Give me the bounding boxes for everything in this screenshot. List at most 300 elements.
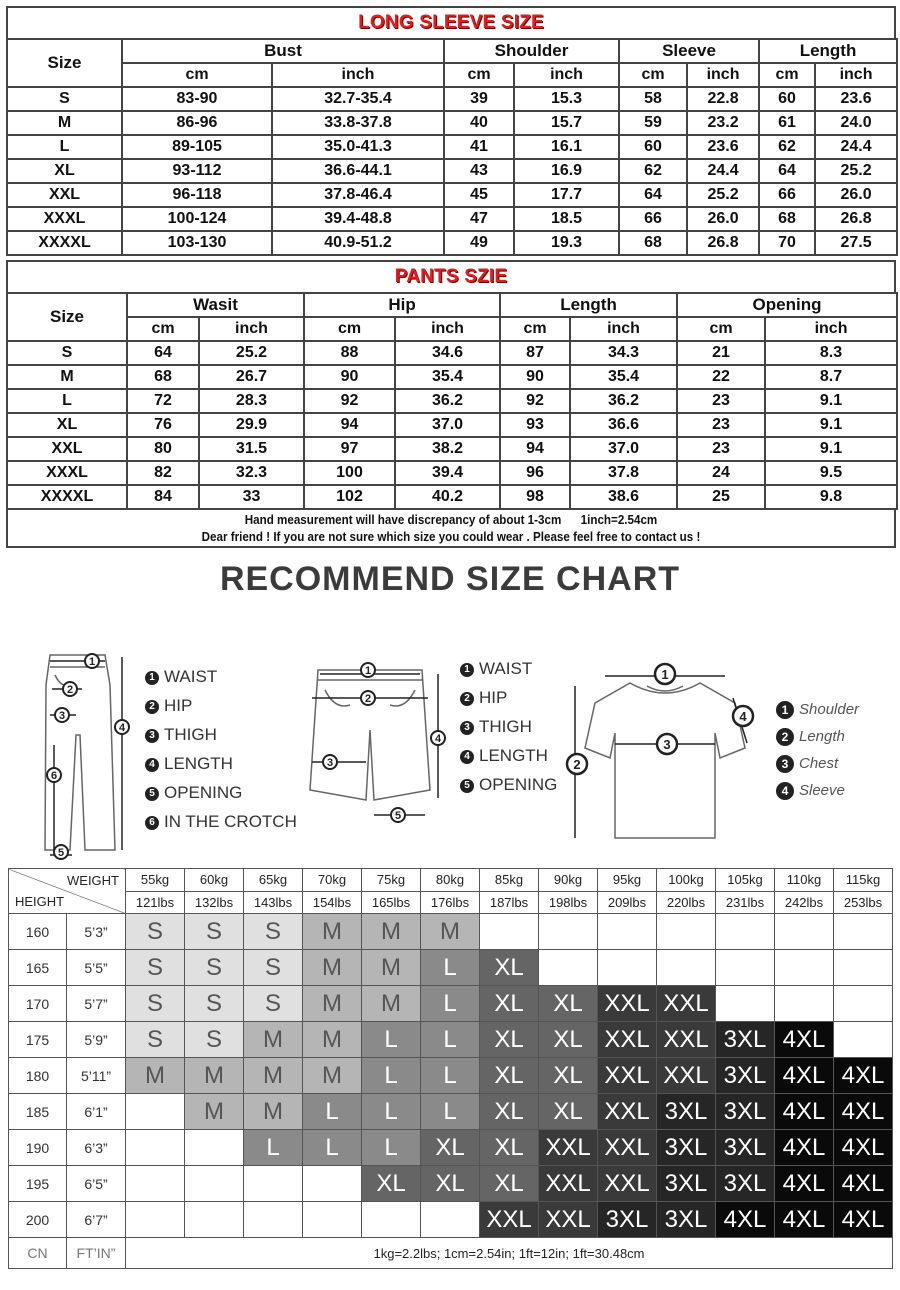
bust-header: Bust (122, 39, 444, 63)
size-recommendation-cell: 4XL (716, 1202, 775, 1238)
value-cell: 103-130 (122, 231, 272, 255)
pants-legend-item (145, 807, 297, 836)
size-recommendation-cell (716, 986, 775, 1022)
value-cell: 60 (619, 135, 687, 159)
marker-2-icon: 2 (460, 692, 474, 706)
weight-lbs-cell: 121lbs (126, 891, 185, 914)
height-cm-cell: 160 (9, 914, 67, 950)
value-cell: 39.4-48.8 (272, 207, 444, 231)
shirt-diagram (565, 658, 770, 848)
table-row (7, 389, 897, 413)
weight-kg-cell: 55kg (126, 869, 185, 892)
unit-header: cm (500, 317, 570, 341)
shorts-diagram (290, 650, 455, 840)
size-recommendation-cell (185, 1202, 244, 1238)
value-cell: 34.3 (570, 341, 677, 365)
marker-4-icon: 4 (776, 782, 794, 800)
length-header: Length (500, 293, 677, 317)
recommend-title: RECOMMEND SIZE CHART (219, 560, 681, 598)
unit-header: cm (444, 63, 514, 87)
marker-2-icon: 2 (776, 728, 794, 746)
value-cell: 33.8-37.8 (272, 111, 444, 135)
height-cm-cell: 190 (9, 1130, 67, 1166)
shorts-outline-icon (310, 670, 430, 800)
pants-legend (145, 662, 297, 836)
size-recommendation-cell: L (303, 1094, 362, 1130)
size-recommendation-cell (185, 1130, 244, 1166)
size-recommendation-cell: 4XL (834, 1202, 893, 1238)
pants-legend-item (145, 749, 297, 778)
table-row (7, 207, 897, 231)
weight-lbs-cell: 187lbs (480, 891, 539, 914)
shorts-legend-label: WAIST (479, 659, 533, 678)
size-recommendation-cell: XL (539, 986, 598, 1022)
height-label: HEIGHT (15, 894, 65, 909)
size-recommendation-cell: 4XL (834, 1166, 893, 1202)
marker-5-icon: 5 (460, 779, 474, 793)
tshirt-outline-icon (585, 683, 745, 838)
size-recommendation-cell: XXL (539, 1202, 598, 1238)
value-cell: 37.8 (570, 461, 677, 485)
unit-header: inch (815, 63, 897, 87)
size-recommendation-cell: L (421, 1022, 480, 1058)
value-cell: 61 (759, 111, 815, 135)
value-cell: 33 (199, 485, 304, 509)
height-ftin-cell: 5’5” (67, 950, 126, 986)
size-recommendation-cell (598, 950, 657, 986)
value-cell: 83-90 (122, 87, 272, 111)
size-recommendation-cell: 4XL (834, 1130, 893, 1166)
table-row (7, 485, 897, 509)
value-cell: 90 (304, 365, 395, 389)
size-recommendation-cell (126, 1166, 185, 1202)
height-row (9, 1166, 893, 1202)
value-cell: 80 (127, 437, 199, 461)
marker-3-icon: 3 (776, 755, 794, 773)
size-recommendation-cell: S (185, 914, 244, 950)
size-recommendation-cell: S (126, 914, 185, 950)
note-discrepancy: Hand measurement will have discrepancy of about 1-3cm 1inch=2.54cm (244, 513, 658, 527)
value-cell: 68 (619, 231, 687, 255)
size-recommendation-cell (775, 950, 834, 986)
weight-label: WEIGHT (67, 873, 119, 888)
value-cell: 25 (677, 485, 765, 509)
height-ftin-cell: 5’7” (67, 986, 126, 1022)
size-cell: XXL (7, 437, 127, 461)
weight-lbs-cell: 231lbs (716, 891, 775, 914)
size-recommendation-cell (362, 1202, 421, 1238)
height-ftin-cell: 6’1” (67, 1094, 126, 1130)
weight-lbs-cell: 176lbs (421, 891, 480, 914)
table-row (7, 183, 897, 207)
weight-kg-cell: 85kg (480, 869, 539, 892)
size-recommendation-cell: 3XL (716, 1094, 775, 1130)
shirt-legend-label: Shoulder (799, 701, 860, 718)
height-cm-cell: 185 (9, 1094, 67, 1130)
size-cell: XL (7, 159, 122, 183)
marker-3-label: 3 (58, 710, 66, 722)
long-sleeve-title: LONG SLEEVE SIZE (6, 6, 896, 38)
marker-2-label: 2 (66, 684, 74, 696)
shorts-legend-label: OPENING (479, 775, 558, 794)
value-cell: 62 (619, 159, 687, 183)
value-cell: 66 (759, 183, 815, 207)
value-cell: 18.5 (514, 207, 619, 231)
size-cell: XXXL (7, 207, 122, 231)
value-cell: 9.5 (765, 461, 897, 485)
value-cell: 23.6 (815, 87, 897, 111)
height-cm-cell: 175 (9, 1022, 67, 1058)
weight-lbs-row (9, 891, 893, 914)
size-recommendation-cell: XL (480, 1094, 539, 1130)
height-ftin-cell: 6’3” (67, 1130, 126, 1166)
value-cell: 68 (759, 207, 815, 231)
marker-2-icon: 2 (145, 700, 159, 714)
size-recommendation-cell: M (303, 914, 362, 950)
value-cell: 36.2 (395, 389, 500, 413)
value-cell: 41 (444, 135, 514, 159)
size-recommendation-cell: L (362, 1022, 421, 1058)
size-recommendation-cell (834, 986, 893, 1022)
value-cell: 60 (759, 87, 815, 111)
table-row (7, 135, 897, 159)
value-cell: 21 (677, 341, 765, 365)
marker-2-label: 2 (364, 693, 372, 705)
shirt-legend-item (776, 723, 859, 750)
size-recommendation-cell: 4XL (775, 1094, 834, 1130)
pants-legend-item (145, 662, 297, 691)
value-cell: 23.2 (687, 111, 759, 135)
size-recommendation-cell (539, 914, 598, 950)
table-row (7, 461, 897, 485)
pants-legend-label: LENGTH (164, 754, 233, 773)
value-cell: 59 (619, 111, 687, 135)
size-recommendation-cell: L (362, 1058, 421, 1094)
value-cell: 25.2 (815, 159, 897, 183)
size-recommendation-cell: M (303, 986, 362, 1022)
footer-cn: CN (9, 1238, 67, 1269)
size-recommendation-cell: 3XL (716, 1166, 775, 1202)
shirt-legend-item (776, 750, 859, 777)
weight-kg-cell: 95kg (598, 869, 657, 892)
size-recommendation-cell (834, 950, 893, 986)
footer-ftin: FT’IN” (67, 1238, 126, 1269)
size-recommendation-cell (539, 950, 598, 986)
height-row (9, 1202, 893, 1238)
shorts-legend-item (460, 712, 557, 741)
value-cell: 87 (500, 341, 570, 365)
weight-kg-cell: 65kg (244, 869, 303, 892)
size-recommendation-cell: 4XL (775, 1058, 834, 1094)
value-cell: 32.3 (199, 461, 304, 485)
value-cell: 23 (677, 413, 765, 437)
weight-lbs-cell: 253lbs (834, 891, 893, 914)
marker-1-label: 1 (661, 667, 669, 682)
long-sleeve-size-table (6, 6, 896, 256)
size-recommendation-cell: XXL (598, 986, 657, 1022)
value-cell: 58 (619, 87, 687, 111)
value-cell: 16.9 (514, 159, 619, 183)
marker-4-icon: 4 (460, 750, 474, 764)
value-cell: 29.9 (199, 413, 304, 437)
size-recommendation-cell: XL (480, 1022, 539, 1058)
value-cell: 8.7 (765, 365, 897, 389)
size-recommendation-cell: M (244, 1022, 303, 1058)
size-recommendation-cell: S (126, 986, 185, 1022)
value-cell: 16.1 (514, 135, 619, 159)
marker-2-label: 2 (573, 757, 581, 772)
value-cell: 37.0 (395, 413, 500, 437)
pants-size-table (6, 260, 896, 548)
shorts-legend-item (460, 741, 557, 770)
unit-header: inch (570, 317, 677, 341)
weight-lbs-cell: 143lbs (244, 891, 303, 914)
shoulder-header: Shoulder (444, 39, 619, 63)
unit-header: cm (677, 317, 765, 341)
value-cell: 25.2 (199, 341, 304, 365)
size-recommendation-cell: XL (539, 1022, 598, 1058)
value-cell: 72 (127, 389, 199, 413)
height-ftin-cell: 6’5” (67, 1166, 126, 1202)
value-cell: 100-124 (122, 207, 272, 231)
size-recommendation-cell: 4XL (775, 1202, 834, 1238)
size-recommendation-cell (303, 1166, 362, 1202)
height-cm-cell: 195 (9, 1166, 67, 1202)
marker-5-icon: 5 (145, 787, 159, 801)
waist-header: Wasit (127, 293, 304, 317)
height-row (9, 1094, 893, 1130)
size-recommendation-cell: 3XL (716, 1022, 775, 1058)
pants-legend-item (145, 691, 297, 720)
unit-header: cm (304, 317, 395, 341)
size-cell: L (7, 389, 127, 413)
size-recommendation-cell (657, 950, 716, 986)
length-header: Length (759, 39, 897, 63)
size-recommendation-cell: M (303, 950, 362, 986)
size-recommendation-cell: L (244, 1130, 303, 1166)
size-recommendation-cell (244, 1202, 303, 1238)
value-cell: 15.3 (514, 87, 619, 111)
size-cell: M (7, 365, 127, 389)
value-cell: 94 (500, 437, 570, 461)
unit-header: inch (765, 317, 897, 341)
size-recommendation-cell: XXL (598, 1166, 657, 1202)
table-row (7, 231, 897, 255)
pants-legend-label: IN THE CROTCH (164, 812, 297, 831)
value-cell: 88 (304, 341, 395, 365)
pants-grid (6, 292, 898, 510)
value-cell: 39 (444, 87, 514, 111)
shirt-legend-label: Sleeve (799, 782, 845, 799)
size-recommendation-cell: 3XL (657, 1202, 716, 1238)
weight-lbs-cell: 242lbs (775, 891, 834, 914)
size-recommendation-cell (421, 1202, 480, 1238)
size-recommendation-cell: XL (480, 1166, 539, 1202)
value-cell: 40 (444, 111, 514, 135)
marker-1-icon: 1 (460, 663, 474, 677)
size-recommendation-cell: S (244, 914, 303, 950)
value-cell: 35.0-41.3 (272, 135, 444, 159)
size-recommendation-cell (244, 1166, 303, 1202)
value-cell: 27.5 (815, 231, 897, 255)
hip-header: Hip (304, 293, 500, 317)
weight-height-corner (9, 869, 126, 914)
height-row (9, 1022, 893, 1058)
value-cell: 35.4 (395, 365, 500, 389)
size-recommendation-cell: M (244, 1094, 303, 1130)
size-recommendation-cell: XXL (657, 986, 716, 1022)
size-recommendation-cell: M (362, 986, 421, 1022)
value-cell: 24.4 (815, 135, 897, 159)
size-recommendation-cell: 3XL (598, 1202, 657, 1238)
size-recommendation-cell: L (362, 1094, 421, 1130)
unit-header: cm (127, 317, 199, 341)
pants-legend-item (145, 720, 297, 749)
size-recommendation-cell: L (421, 1094, 480, 1130)
size-recommendation-cell: M (303, 1022, 362, 1058)
size-recommendation-cell: XXL (598, 1130, 657, 1166)
shorts-legend (460, 654, 557, 799)
height-row (9, 914, 893, 950)
unit-header: inch (272, 63, 444, 87)
value-cell: 26.0 (815, 183, 897, 207)
size-recommendation-cell: XL (480, 1058, 539, 1094)
marker-1-icon: 1 (776, 701, 794, 719)
size-recommendation-cell: S (244, 986, 303, 1022)
weight-lbs-cell: 209lbs (598, 891, 657, 914)
weight-kg-cell: 70kg (303, 869, 362, 892)
size-recommendation-cell (126, 1202, 185, 1238)
pants-title: PANTS SZIE (6, 260, 896, 292)
weight-kg-cell: 60kg (185, 869, 244, 892)
value-cell: 64 (759, 159, 815, 183)
conversion-note: 1kg=2.2lbs; 1cm=2.54in; 1ft=12in; 1ft=30.48cm (126, 1238, 893, 1269)
value-cell: 23 (677, 437, 765, 461)
value-cell: 26.8 (687, 231, 759, 255)
value-cell: 37.0 (570, 437, 677, 461)
marker-3-icon: 3 (145, 729, 159, 743)
table-row (7, 413, 897, 437)
size-recommendation-cell: XL (480, 986, 539, 1022)
value-cell: 8.3 (765, 341, 897, 365)
marker-4-label: 4 (118, 722, 126, 734)
value-cell: 94 (304, 413, 395, 437)
height-row (9, 950, 893, 986)
size-recommendation-cell (126, 1094, 185, 1130)
size-cell: XXL (7, 183, 122, 207)
value-cell: 96-118 (122, 183, 272, 207)
marker-5-label: 5 (394, 810, 402, 822)
table-row (7, 159, 897, 183)
unit-header: inch (514, 63, 619, 87)
value-cell: 15.7 (514, 111, 619, 135)
value-cell: 24 (677, 461, 765, 485)
height-cm-cell: 180 (9, 1058, 67, 1094)
value-cell: 22.8 (687, 87, 759, 111)
size-recommendation-cell (598, 914, 657, 950)
size-cell: L (7, 135, 122, 159)
marker-1-icon: 1 (145, 671, 159, 685)
value-cell: 40.2 (395, 485, 500, 509)
opening-header: Opening (677, 293, 897, 317)
value-cell: 102 (304, 485, 395, 509)
size-recommendation-cell: L (421, 1058, 480, 1094)
size-recommendation-cell: M (244, 1058, 303, 1094)
marker-1-label: 1 (364, 665, 372, 677)
height-row (9, 1130, 893, 1166)
size-recommendation-cell (126, 1130, 185, 1166)
size-recommendation-cell (716, 914, 775, 950)
size-recommendation-cell (775, 914, 834, 950)
value-cell: 49 (444, 231, 514, 255)
value-cell: 36.6-44.1 (272, 159, 444, 183)
size-recommendation-cell: M (126, 1058, 185, 1094)
value-cell: 96 (500, 461, 570, 485)
table-row (7, 111, 897, 135)
size-recommendation-cell: XL (539, 1094, 598, 1130)
note-contact: Dear friend ! If you are not sure which size you could wear . Please feel free to contact us ! (201, 530, 701, 544)
size-recommendation-cell: XL (539, 1058, 598, 1094)
value-cell: 24.0 (815, 111, 897, 135)
value-cell: 92 (304, 389, 395, 413)
value-cell: 32.7-35.4 (272, 87, 444, 111)
size-recommendation-cell: M (362, 914, 421, 950)
pants-legend-label: THIGH (164, 725, 217, 744)
value-cell: 9.1 (765, 389, 897, 413)
weight-kg-cell: 80kg (421, 869, 480, 892)
size-cell: S (7, 87, 122, 111)
height-ftin-cell: 5’11” (67, 1058, 126, 1094)
size-recommendation-cell: S (185, 950, 244, 986)
size-cell: S (7, 341, 127, 365)
weight-kg-row (9, 869, 893, 892)
value-cell: 28.3 (199, 389, 304, 413)
size-cell: XXXXL (7, 231, 122, 255)
size-header: Size (7, 39, 122, 87)
size-recommendation-cell: XL (421, 1130, 480, 1166)
shorts-legend-item (460, 683, 557, 712)
size-recommendation-cell: XXL (480, 1202, 539, 1238)
size-cell: XXXXL (7, 485, 127, 509)
size-recommendation-cell: XXL (598, 1022, 657, 1058)
value-cell: 68 (127, 365, 199, 389)
size-recommendation-cell (480, 914, 539, 950)
size-recommendation-cell: 3XL (716, 1130, 775, 1166)
weight-kg-cell: 115kg (834, 869, 893, 892)
size-recommendation-cell: L (303, 1130, 362, 1166)
size-recommendation-cell: XXL (539, 1130, 598, 1166)
size-recommendation-cell: S (244, 950, 303, 986)
size-recommendation-cell: XL (421, 1166, 480, 1202)
weight-lbs-cell: 132lbs (185, 891, 244, 914)
unit-header: cm (759, 63, 815, 87)
size-recommendation-cell: 3XL (657, 1166, 716, 1202)
marker-3-label: 3 (663, 737, 671, 752)
weight-kg-cell: 90kg (539, 869, 598, 892)
value-cell: 64 (127, 341, 199, 365)
table-row (7, 341, 897, 365)
value-cell: 82 (127, 461, 199, 485)
value-cell: 64 (619, 183, 687, 207)
weight-lbs-cell: 154lbs (303, 891, 362, 914)
value-cell: 76 (127, 413, 199, 437)
size-recommendation-cell: M (303, 1058, 362, 1094)
value-cell: 17.7 (514, 183, 619, 207)
size-recommendation-cell: 4XL (775, 1022, 834, 1058)
weight-lbs-cell: 198lbs (539, 891, 598, 914)
unit-header: inch (199, 317, 304, 341)
value-cell: 89-105 (122, 135, 272, 159)
